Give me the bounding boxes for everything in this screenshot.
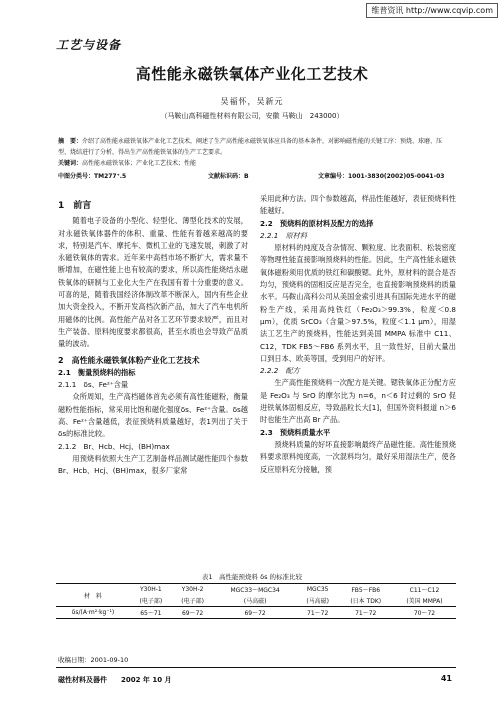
received-date: 收稿日期：2001-09-10 bbox=[58, 656, 129, 664]
authors: 吴福怀，吴新元 bbox=[220, 97, 284, 106]
table-col-name: Y30H-2 bbox=[172, 584, 214, 596]
table-col-name: FB5～FB6 bbox=[339, 584, 393, 596]
table-caption: 表1 高性能预烧料 δs 的标准比较 bbox=[201, 573, 303, 581]
table-col-source: (马高磁) bbox=[243, 598, 267, 605]
affiliation: （马鞍山高科磁性材料有限公司，安徽 马鞍山 243000） bbox=[160, 112, 344, 120]
abstract-block bbox=[58, 136, 454, 169]
heading-2-1: 2.1 衡量预烧料的指标 bbox=[58, 367, 136, 377]
heading-section-2: 2 高性能永磁铁氧体粉产业化工艺技术 bbox=[58, 355, 200, 365]
table-header-row bbox=[56, 584, 456, 596]
heading-2-3: 2.3 预烧料质量水平 bbox=[260, 427, 331, 437]
clc-number: 中图分类号：TM277⁺.5 bbox=[58, 173, 127, 180]
heading-intro: 1 前言 bbox=[58, 201, 92, 211]
table-cell: 69～72 bbox=[172, 607, 214, 619]
row-label: 材 料 bbox=[56, 584, 130, 607]
section-heading: 工艺与设备 bbox=[56, 38, 122, 52]
paragraph: 预烧料质量的好坏直接影响最终产品磁性能。高性能预烧料要求原料纯度高，一次混料均匀，最好采用湿法生产，使各反应原料充分接触，预 bbox=[260, 439, 456, 474]
table-col-source: (马高磁) bbox=[306, 598, 329, 605]
paragraph: 用预烧料依照大生产工艺制备样品测试磁性能四个参数 Br、Hcb、Hcj、(BH)max，很多厂家常 bbox=[58, 453, 248, 476]
page-number: 41 bbox=[440, 674, 452, 683]
article-title: 高性能永磁铁氧体产业化工艺技术 bbox=[135, 65, 369, 83]
right-column bbox=[260, 193, 456, 476]
heading-2-2-2: 2.2.2 配方 bbox=[260, 366, 300, 376]
abstract-label: 摘 要： bbox=[58, 138, 83, 145]
table-cell: 69～72 bbox=[213, 607, 296, 619]
paragraph: 采用此种方法。四个参数越高，样品性能越好，表征预烧料性能越好。 bbox=[260, 194, 456, 216]
table-col-name: MGC33～MGC34 bbox=[213, 584, 296, 596]
table-cell: 71～72 bbox=[297, 607, 339, 619]
heading-2-1-2: 2.1.2 Br、Hcb、Hcj、(BH)max bbox=[58, 441, 170, 451]
value-label: δs/(A·m²·kg⁻¹) bbox=[56, 607, 130, 619]
table-value-row bbox=[56, 607, 456, 619]
table-col-source: (美国 MMPA) bbox=[406, 598, 443, 605]
table-cell: 71～72 bbox=[339, 607, 393, 619]
table-col-name: C11～C12 bbox=[393, 584, 456, 596]
table-col-name: Y30H-1 bbox=[130, 584, 172, 596]
footer-divider bbox=[56, 667, 456, 668]
table-cell: 65～71 bbox=[130, 607, 172, 619]
source-stamp: 维普资讯 http://www.cqvip.com bbox=[366, 3, 498, 18]
keywords-label: 关键词： bbox=[58, 160, 83, 167]
paragraph: 随着电子设备的小型化、轻型化、薄型化技术的发展，对永磁铁氧体器件的体积、重量、性能有着越来越高的要求，特别是汽车、摩托车、微机工业的飞速发展，刺激了对永磁铁氧体的需求。近年来中高档市场不断扩大，需求量不断增加，在磁性能上也有较高的要求，所以高性能烧结永磁铁氧体的研制与工业化大生产在我国有着十分重要的意义。可喜的是，随着我国经济体制改革不断深入，国内有些企业加大资金投入，不断开发高档次新产品，加大了汽车电机所用磁体的比例。高性能产品对各工艺环节要求较严，而且对生产装备、原料纯度要求都很高，甚至水质也会导致产品质量的波动。 bbox=[58, 216, 248, 349]
heading-2-2-1: 2.2.1 原材料 bbox=[260, 230, 308, 240]
table-col-name: MGC35 bbox=[297, 584, 339, 596]
standards-table bbox=[56, 583, 456, 619]
paragraph: 生产高性能预烧料一次配方是关键。锶铁氧体正分配方应是 Fe₂O₃ 与 SrO 的摩尔比为 n=6，n＜6 时过剩的 SrO 促进铁氧体固相反应，导致晶粒长大[1]，但国外资料报道 n＞6 时也能生产出高 Br 产品。 bbox=[260, 378, 456, 425]
table-col-source: (日本 TDK) bbox=[350, 598, 382, 605]
paragraph: 原材料的纯度及含杂情况、颗粒度、比表面积、松装密度等物理性能直接影响预烧料的性能。因此，生产高性能永磁铁氧体磁粉须用优质的铁红和碳酸锶。此外，原材料的混合是否均匀，预烧料的固相反应是否完全，也直接影响预烧料的质量水平。马鞍山高科公司从美国金索引进具有国际先进水平的磁粉生产线，采用高纯铁红（Fe₂O₃＞99.3%，粒度＜0.8 μm），优质 SrCO₃（含量＞97.5%，粒度＜1.1 μm），用湿法工艺生产的预烧料，性能达到美国 MMPA 标准中 C11、C12，TDK FB5～FB6 系列水平，且一致性好，目前大量出口到日本、欧美等国，受到用户的好评。 bbox=[260, 243, 456, 363]
left-column bbox=[58, 200, 248, 478]
table-cell: 70～72 bbox=[393, 607, 456, 619]
journal-footer: 磁性材料及器件 2002 年 10 月 bbox=[58, 676, 172, 684]
doc-code: 文献标识码：B bbox=[208, 173, 249, 180]
table-col-source: (电子部) bbox=[139, 598, 163, 605]
heading-2-2: 2.2 预烧料的原材料及配方的选择 bbox=[260, 218, 374, 228]
keywords-text: 高性能永磁铁氧体；产业化工艺技术；性能 bbox=[82, 160, 197, 167]
table-col-source: (电子部) bbox=[181, 598, 204, 605]
paragraph: 众所周知，生产高档磁体首先必须有高性能磁粉，衡量磁粉性能指标，常采用比饱和磁化强度δs、Fe²⁺含量。δs越高、Fe²⁺含量越低，表征预烧料质量越好，表1列出了关于δs的标准比较。 bbox=[58, 392, 248, 439]
abstract-text: 介绍了高性能永磁铁氧体产业化工艺技术，阐述了生产高性能永磁铁氧体应具备的基本条件，对影响磁性能的关键工序：预烧、球磨、压型、烧结进行了分析，得出生产高性能铁氧体的生产工艺要求。 bbox=[58, 138, 443, 156]
article-number: 文章编号：1001-3830(2002)05-0041-03 bbox=[318, 173, 445, 180]
heading-2-1-1: 2.1.1 δs、Fe²⁺含量 bbox=[58, 380, 129, 390]
